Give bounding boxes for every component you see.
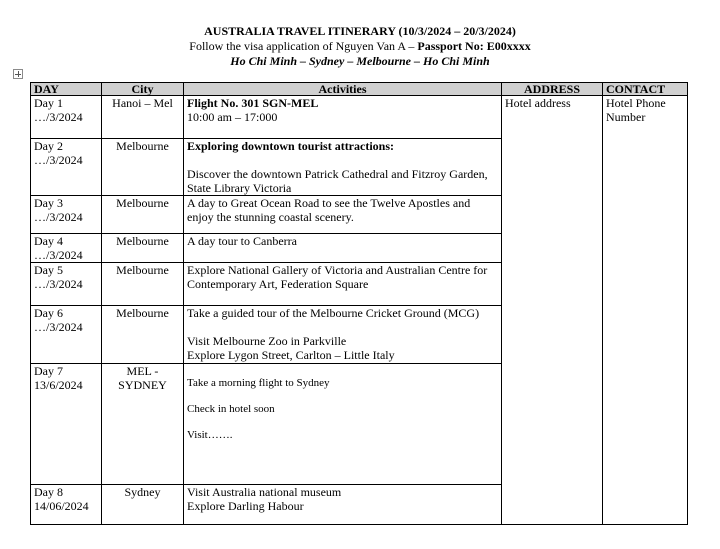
city-cell: Melbourne xyxy=(102,306,184,364)
day-cell: Day 1 …/3/2024 xyxy=(31,96,102,139)
activities-cell: Take a morning flight to Sydney Check in hotel soon Visit……. xyxy=(184,364,502,485)
activities-cell: A day tour to Canberra xyxy=(184,234,502,263)
city-cell: MEL - SYDNEY xyxy=(102,364,184,485)
activities-cell: Explore National Gallery of Victoria and Australian Centre for Contemporary Art, Federation Square xyxy=(184,263,502,306)
address-cell: Hotel address xyxy=(502,96,603,525)
column-header-address: ADDRESS xyxy=(502,83,603,96)
column-header-activities: Activities xyxy=(184,83,502,96)
document-subtitle xyxy=(0,39,720,54)
table-row xyxy=(31,96,688,139)
subtitle-text: Follow the visa application of Nguyen Van A – xyxy=(189,39,415,53)
day-cell: Day 4 …/3/2024 xyxy=(31,234,102,263)
activities-cell: Exploring downtown tourist attractions: Discover the downtown Patrick Cathedral and Fitzroy Garden, State Library Victoria xyxy=(184,139,502,196)
route-line: Ho Chi Minh – Sydney – Melbourne – Ho Chi Minh xyxy=(230,54,490,68)
column-header-day: DAY xyxy=(31,83,102,96)
table-header-row xyxy=(31,83,688,96)
contact-cell: Hotel Phone Number xyxy=(603,96,688,525)
activities-cell: Take a guided tour of the Melbourne Cricket Ground (MCG) Visit Melbourne Zoo in Parkville Explore Lygon Street, Carlton – Little Italy xyxy=(184,306,502,364)
activities-cell: Flight No. 301 SGN-MEL 10:00 am – 17:000 xyxy=(184,96,502,139)
document-header xyxy=(0,24,720,69)
document-title: AUSTRALIA TRAVEL ITINERARY (10/3/2024 – 20/3/2024) xyxy=(204,24,516,38)
day-cell: Day 7 13/6/2024 xyxy=(31,364,102,485)
passport-number: Passport No: E00xxxx xyxy=(417,39,531,53)
itinerary-table xyxy=(30,82,688,525)
table-move-handle-icon[interactable] xyxy=(13,69,23,79)
column-header-city: City xyxy=(102,83,184,96)
day-cell: Day 8 14/06/2024 xyxy=(31,485,102,525)
city-cell: Melbourne xyxy=(102,234,184,263)
city-cell: Melbourne xyxy=(102,263,184,306)
day-cell: Day 3 …/3/2024 xyxy=(31,196,102,234)
day-cell: Day 2 …/3/2024 xyxy=(31,139,102,196)
activities-cell: A day to Great Ocean Road to see the Twelve Apostles and enjoy the stunning coastal scenery. xyxy=(184,196,502,234)
city-cell: Sydney xyxy=(102,485,184,525)
activities-cell: Visit Australia national museum Explore Darling Habour xyxy=(184,485,502,525)
city-cell: Hanoi – Mel xyxy=(102,96,184,139)
day-cell: Day 6 …/3/2024 xyxy=(31,306,102,364)
day-cell: Day 5 …/3/2024 xyxy=(31,263,102,306)
city-cell: Melbourne xyxy=(102,196,184,234)
column-header-contact: CONTACT xyxy=(603,83,688,96)
city-cell: Melbourne xyxy=(102,139,184,196)
